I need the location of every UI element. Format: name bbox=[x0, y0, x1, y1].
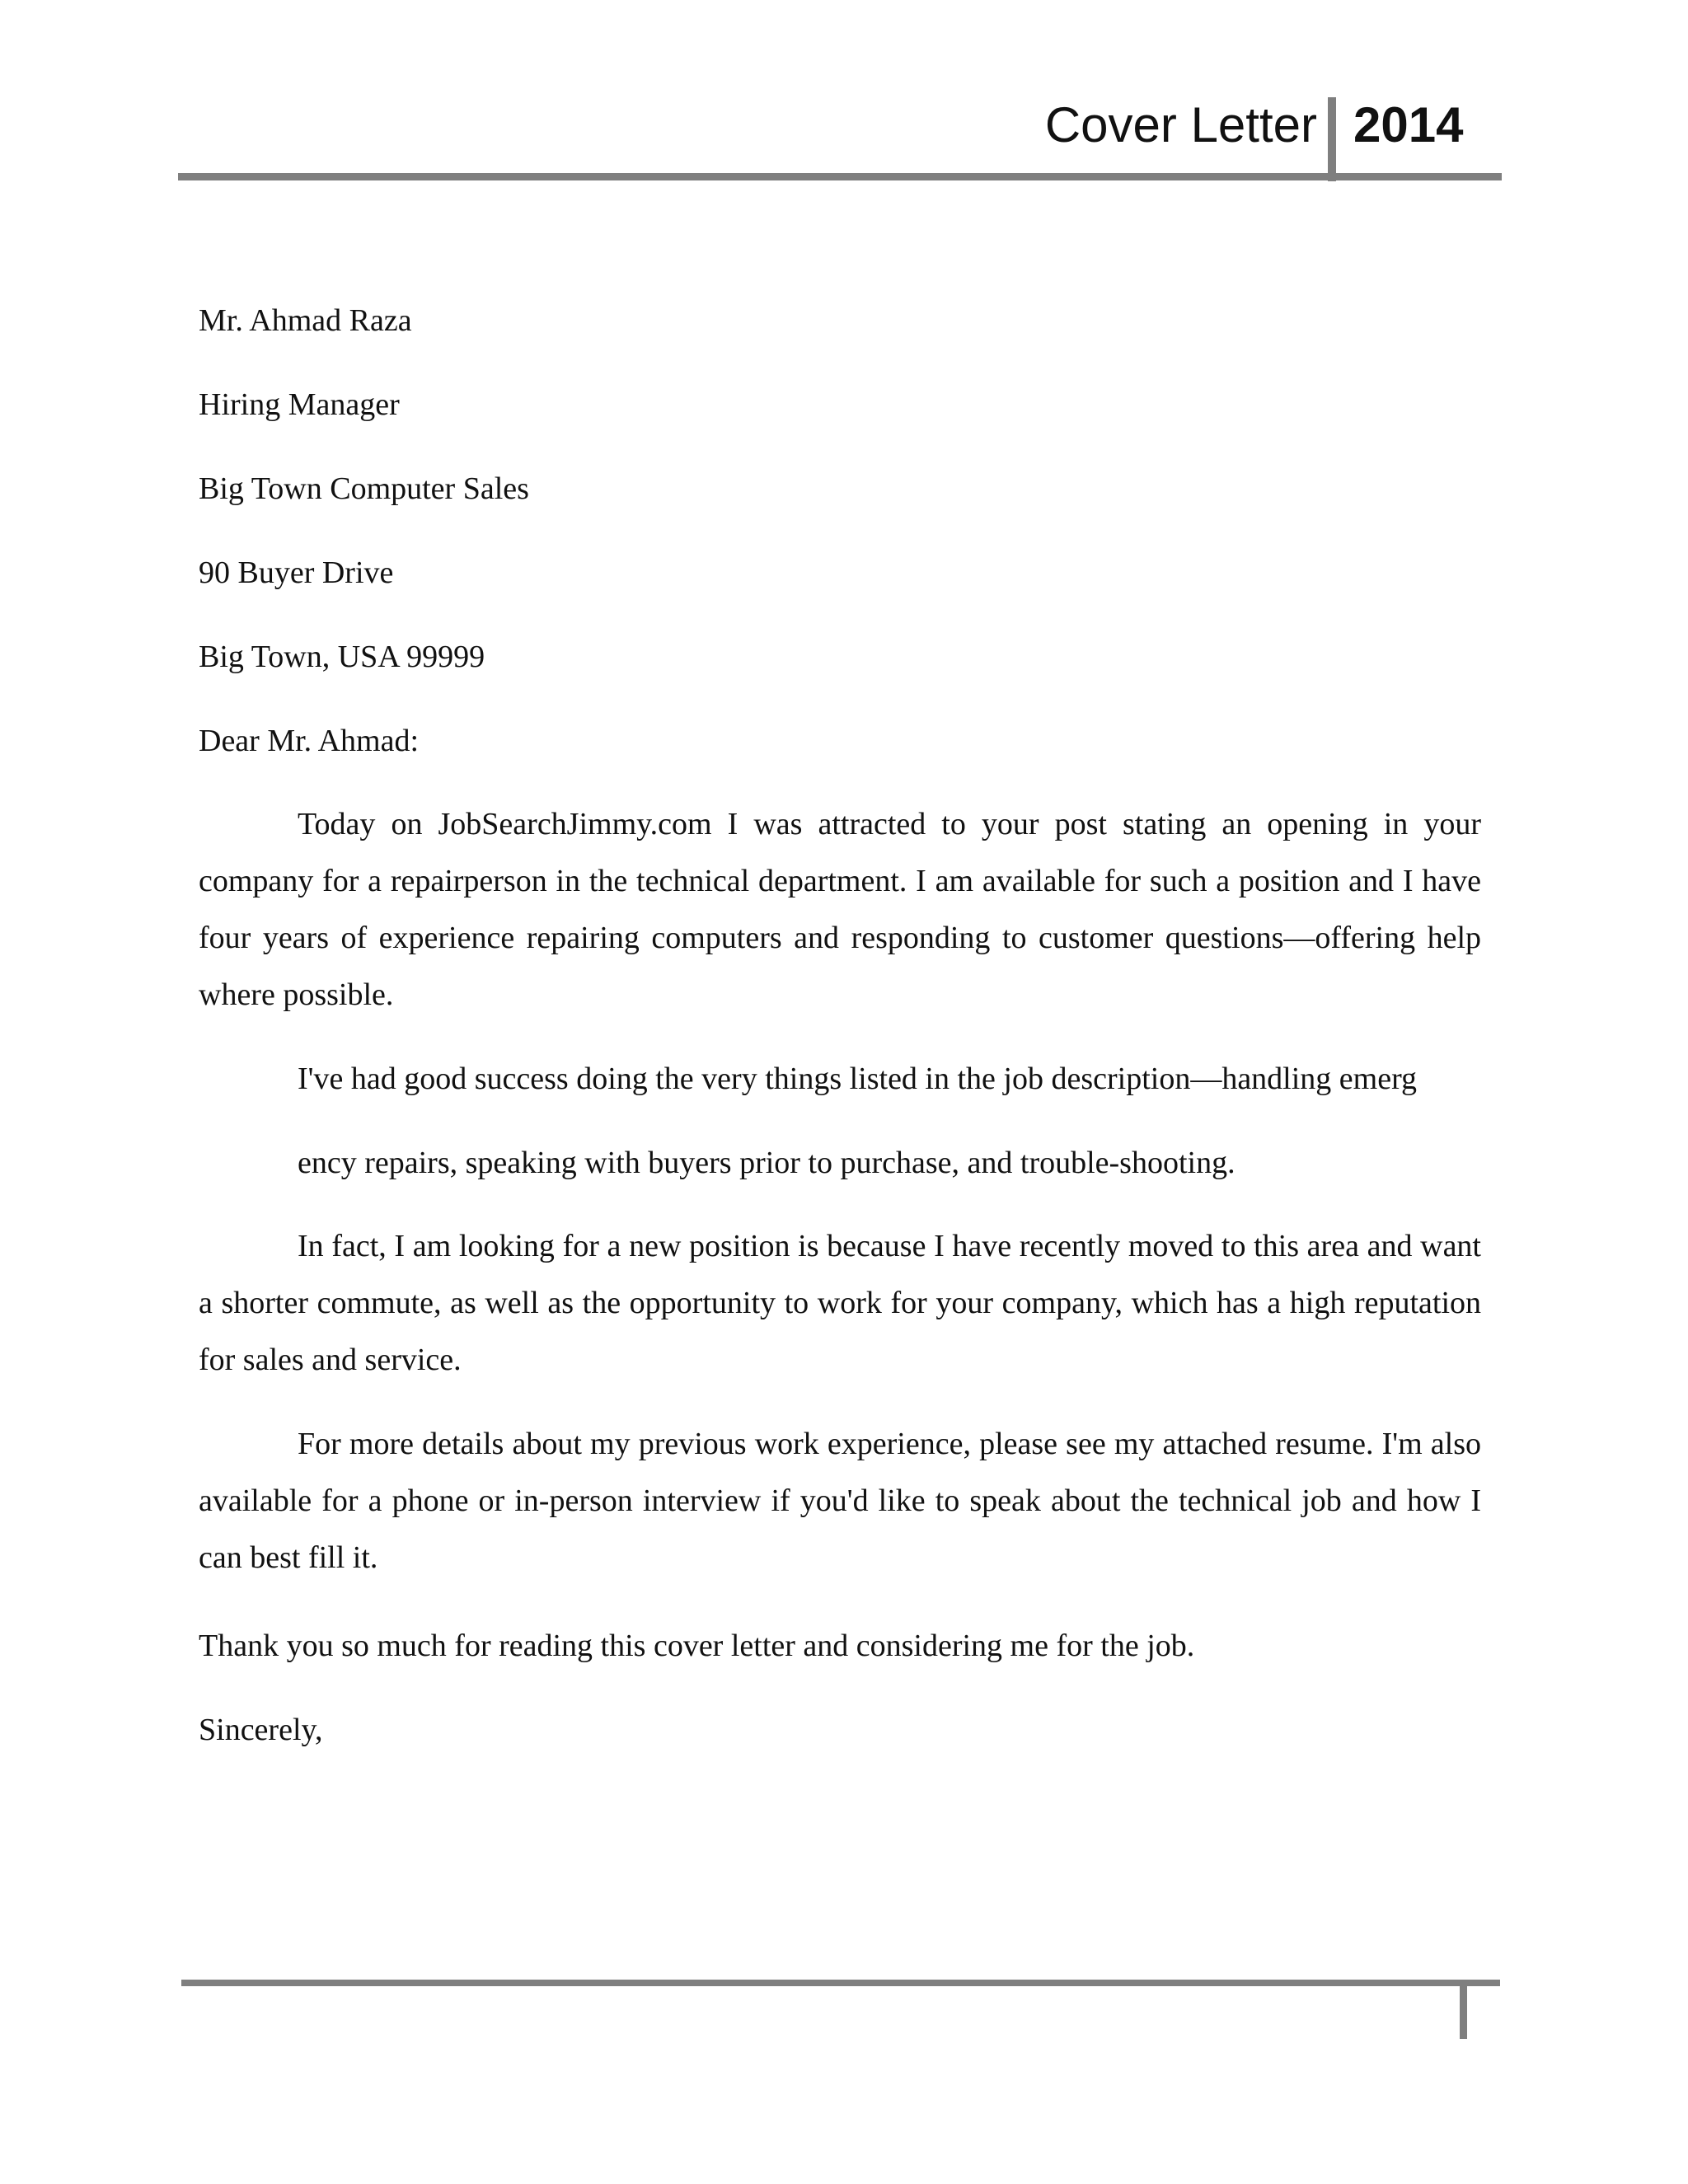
recipient-city: Big Town, USA 99999 bbox=[199, 640, 485, 674]
recipient-company: Big Town Computer Sales bbox=[199, 471, 529, 506]
recipient-role: Hiring Manager bbox=[199, 387, 400, 422]
paragraph-1: Today on JobSearchJimmy.com I was attracted to your post stating an opening in your company for a repairperson in the technical department. I am available for such a position and I have four years of experience repairing computers and responding to customer questions—offering help where possible. bbox=[199, 807, 1481, 1012]
salutation: Dear Mr. Ahmad: bbox=[199, 724, 420, 758]
thanks-line: Thank you so much for reading this cover letter and considering me for the job. bbox=[199, 1629, 1195, 1663]
header-rule bbox=[178, 173, 1502, 180]
footer-rule bbox=[181, 1980, 1500, 1986]
recipient-name: Mr. Ahmad Raza bbox=[199, 303, 412, 338]
paragraph-3: In fact, I am looking for a new position is because I have recently moved to this area and want a shorter commute, as well as the opportunity to work for your company, which has a high reputation for sales and service. bbox=[199, 1229, 1481, 1377]
recipient-street: 90 Buyer Drive bbox=[199, 555, 394, 590]
paragraph-4: For more details about my previous work experience, please see my attached resume. I'm also available for a phone or in-person interview if you'd like to speak about the technical job and how I can best fill it. bbox=[199, 1427, 1481, 1575]
paragraph-2-line-1: I've had good success doing the very things listed in the job description—handling emerg bbox=[298, 1062, 1418, 1096]
closing: Sincerely, bbox=[199, 1713, 323, 1747]
paragraph-2-line-2: ency repairs, speaking with buyers prior to purchase, and trouble-shooting. bbox=[298, 1146, 1236, 1180]
footer-tick bbox=[1460, 1980, 1467, 2039]
header-title: Cover Letter bbox=[1044, 97, 1317, 152]
header-year: 2014 bbox=[1353, 97, 1464, 152]
header-divider bbox=[1328, 97, 1336, 181]
